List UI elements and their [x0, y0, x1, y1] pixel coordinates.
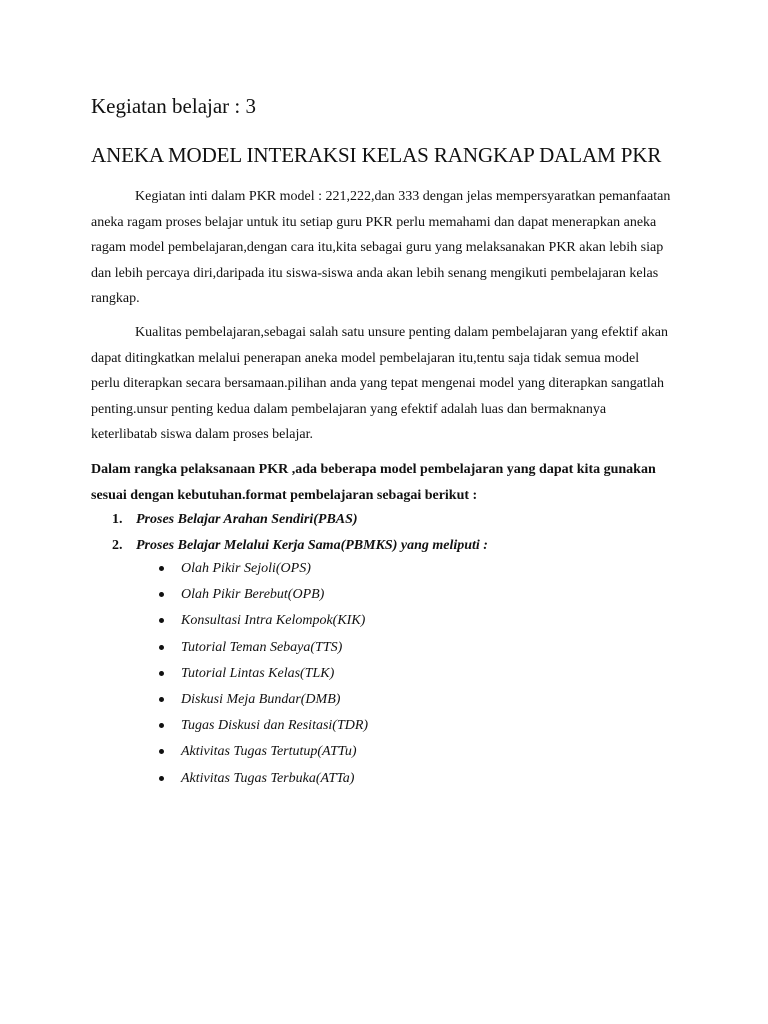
bullet-item [91, 661, 691, 687]
item-text: Proses Belajar Melalui Kerja Sama(PBMKS) yang meliputi : [136, 538, 488, 553]
bullet-text: Olah Pikir Sejoli(OPS) [181, 561, 311, 576]
bullet-text: Konsultasi Intra Kelompok(KIK) [181, 613, 366, 629]
item-number: 1. [112, 512, 123, 527]
bullet-icon [159, 776, 164, 781]
bullet-text: Diskusi Meja Bundar(DMB) [181, 691, 341, 707]
bullet-text: Tutorial Teman Sebaya(TTS) [181, 639, 343, 655]
bullet-icon [159, 697, 164, 702]
intro-paragraph: Dalam rangka pelaksanaan PKR ,ada beberapa model pembelajaran yang dapat kita gunakan sesuai dengan kebutuhan.format pembelajaran sebagai berikut : [91, 462, 656, 503]
item-number: 2. [112, 538, 123, 553]
bullet-text: Aktivitas Tugas Terbuka(ATTa) [181, 770, 355, 786]
bullet-icon [159, 645, 164, 650]
bullet-icon [159, 592, 164, 597]
bullet-item [91, 713, 691, 739]
bullet-item [91, 687, 691, 713]
bullet-text: Tutorial Lintas Kelas(TLK) [181, 665, 335, 681]
paragraph-1: Kegiatan inti dalam PKR model : 221,222,dan 333 dengan jelas mempersyaratkan pemanfaatan aneka ragam proses belajar untuk itu setiap guru PKR perlu memahami dan dapat menerapkan aneka ragam model pembelajaran,dengan cara itu,kita sebagai guru yang melaksanakan PKR akan lebih siap dan lebih percaya diri,daripada itu siswa-siswa anda akan lebih senang mengikuti pembelajaran kelas rangkap. [91, 189, 671, 307]
bullet-icon [159, 671, 164, 676]
bullet-item [91, 635, 691, 661]
bullet-icon [159, 749, 164, 754]
bullet-item [91, 739, 691, 765]
item-text: Proses Belajar Arahan Sendiri(PBAS) [136, 512, 358, 527]
bullet-item [91, 582, 691, 608]
bullet-icon [159, 618, 164, 623]
bullet-text: Aktivitas Tugas Tertutup(ATTu) [181, 744, 357, 760]
numbered-item [91, 507, 691, 533]
bullet-icon [159, 723, 164, 728]
bullet-list [91, 556, 691, 792]
bullet-item [91, 766, 691, 792]
bullet-text: Tugas Diskusi dan Resitasi(TDR) [181, 718, 369, 734]
bullet-icon [159, 566, 164, 571]
document-title: ANEKA MODEL INTERAKSI KELAS RANGKAP DALAM PKR [91, 143, 662, 167]
section-heading: Kegiatan belajar : 3 [91, 94, 257, 118]
bullet-text: Olah Pikir Berebut(OPB) [181, 587, 325, 603]
numbered-list [91, 507, 691, 559]
paragraph-2: Kualitas pembelajaran,sebagai salah satu unsure penting dalam pembelajaran yang efektif akan dapat ditingkatkan melalui penerapan aneka model pembelajaran itu,tentu saja tidak semua model perlu diterapkan secara bersamaan.pilihan anda yang tepat mengenai model yang diterapkan sangatlah penting.unsur penting kedua dalam pembelajaran yang efektif adalah luas dan bermaknanya keterlibatab siswa dalam proses belajar. [91, 325, 668, 443]
bullet-item [91, 556, 691, 582]
bullet-item [91, 608, 691, 634]
